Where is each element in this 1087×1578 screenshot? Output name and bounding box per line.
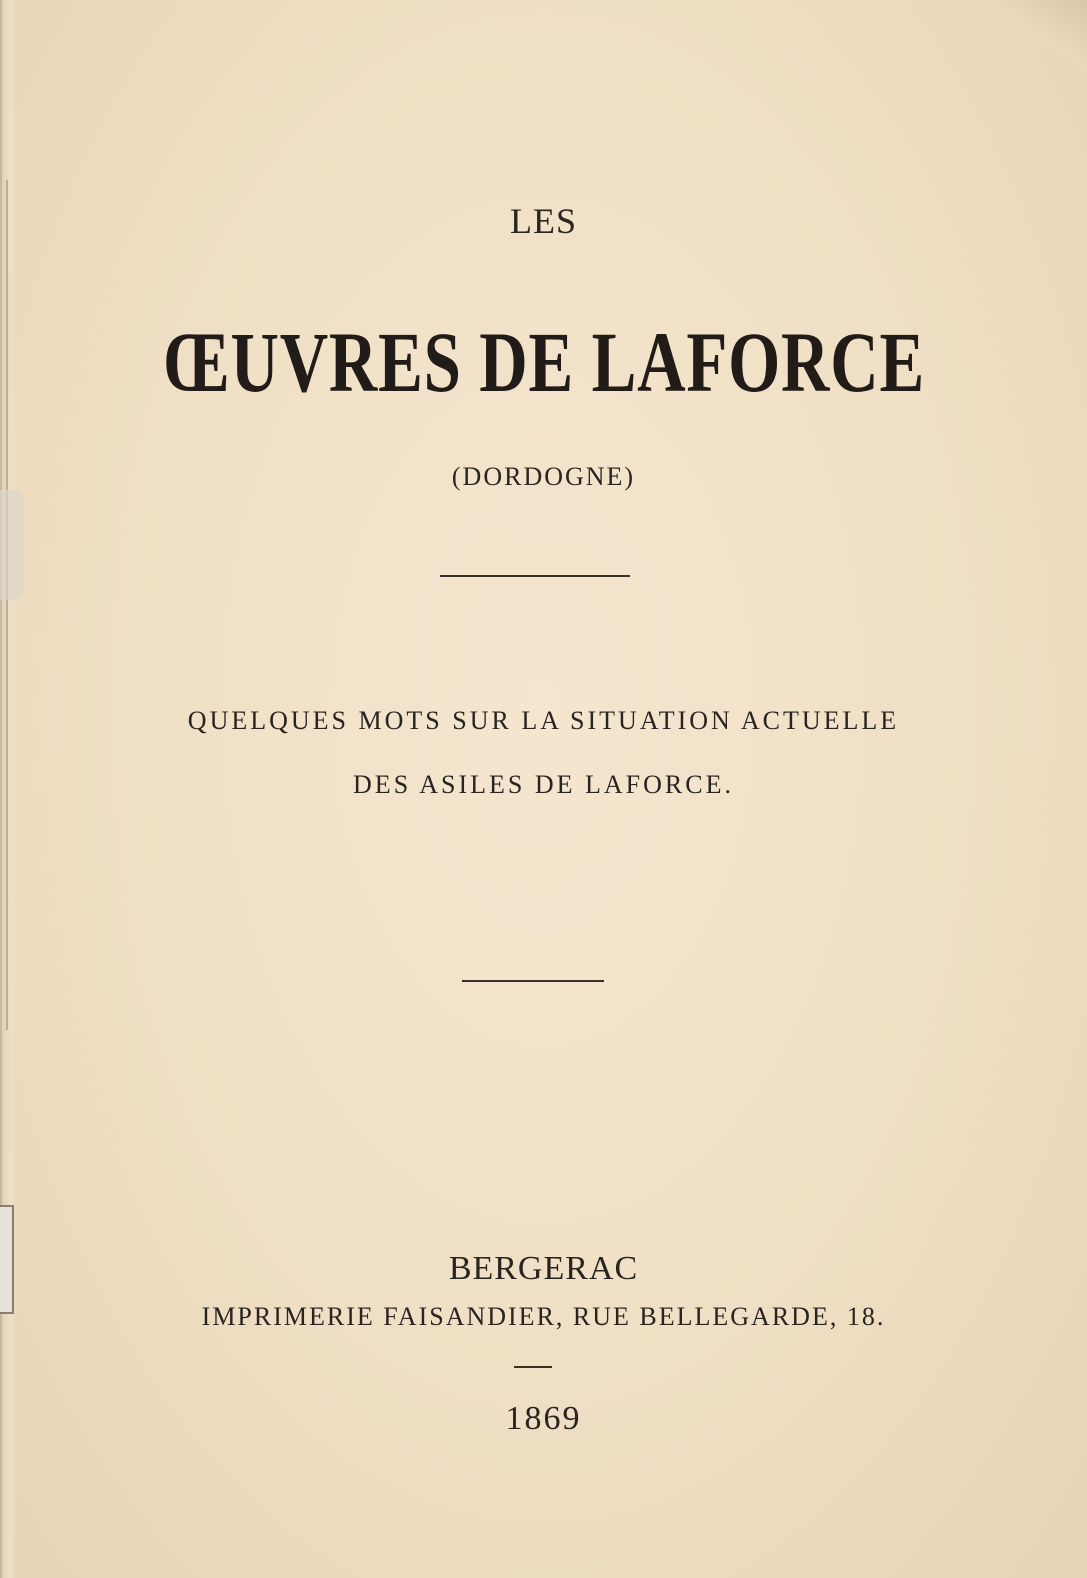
imprint-city: BERGERAC <box>448 1250 639 1287</box>
department: (DORDOGNE) <box>451 462 636 491</box>
subtitle-line-2: DES ASILES DE LAFORCE. <box>353 770 734 799</box>
paper-tear <box>0 490 24 600</box>
imprint-year: 1869 <box>505 1400 582 1437</box>
divider-rule <box>462 980 604 982</box>
divider-rule <box>514 1366 552 1368</box>
worn-corner <box>977 0 1087 70</box>
divider-rule <box>440 575 630 577</box>
title-article: LES <box>509 201 577 241</box>
subtitle-line-1: QUELQUES MOTS SUR LA SITUATION ACTUELLE <box>187 706 900 735</box>
stitch-line <box>6 180 8 1030</box>
imprint-printer: IMPRIMERIE FAISANDIER, RUE BELLEGARDE, 18. <box>201 1302 886 1331</box>
main-title: ŒUVRES DE LAFORCE <box>162 314 926 410</box>
